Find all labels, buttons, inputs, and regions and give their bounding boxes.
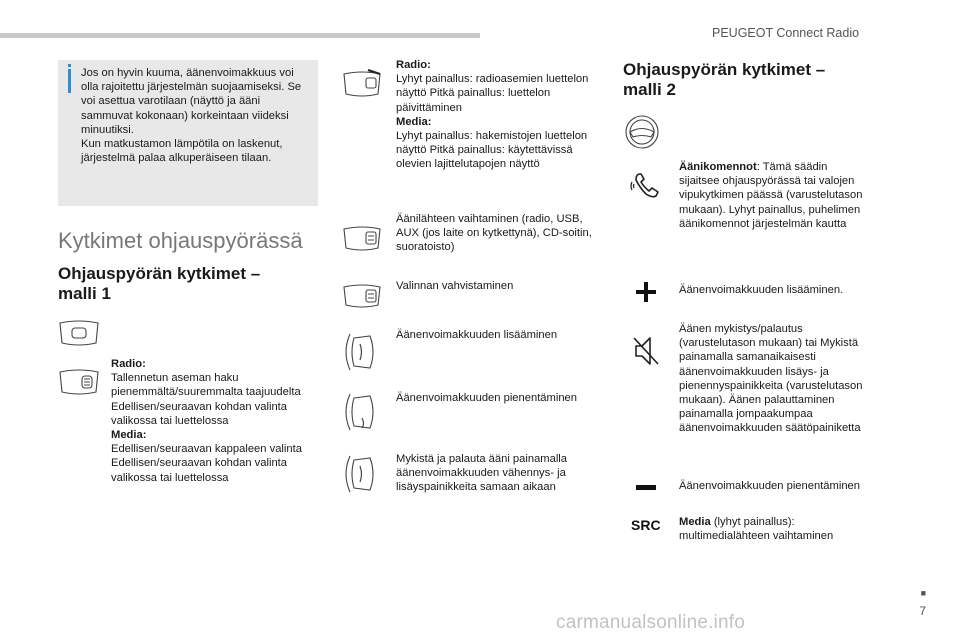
model2-heading-line2: malli 2 <box>623 80 676 99</box>
watermark: carmanualsonline.info <box>556 612 746 633</box>
volume-down-wheel-icon <box>340 390 380 434</box>
mute-icon <box>632 334 662 368</box>
middle-entry-confirm: Valinnan vahvistaminen <box>396 280 514 292</box>
volume-up-wheel-icon <box>340 330 380 374</box>
middle-entry-mute: Mykistä ja palauta ääni painamalla äänenvoimakkuuden vähennys- ja lisäyspainikkeita samaan aikaan <box>396 453 568 494</box>
list-button-icon <box>340 68 384 98</box>
model1-heading-line2: malli 1 <box>58 284 111 303</box>
confirm-button-icon <box>340 283 384 309</box>
running-header: PEUGEOT Connect Radio <box>712 26 860 40</box>
model1-media-text: Edellisen/seuraavan kappaleen valinta Edellisen/seuraavan kohdan valinta valikossa tai luettelossa <box>111 443 302 484</box>
model1-radio-text: Tallennetun aseman haku pienemmältä/suuremmalta taajuudelta Edellisen/seuraavan kohdan valinta valikossa tai luettelossa <box>111 372 301 427</box>
model2-heading <box>623 60 825 100</box>
voice-label: Äänikomennot <box>679 161 757 173</box>
page-dot: ■ <box>920 588 926 598</box>
seek-wheel-icon <box>56 368 102 396</box>
info-paragraph-1: Jos on hyvin kuuma, äänenvoimakkuus voi olla rajoitettu järjestelmän suojaamiseksi. Se voi asettua varotilaan (näyttö ja ääni sammuvat kokonaan) korkeintaan viideksi minuutiksi. <box>81 67 302 136</box>
info-icon <box>68 69 71 93</box>
model1-media-label: Media: <box>111 429 147 442</box>
model2-entry-volume-down: Äänenvoimakkuuden pienentäminen <box>679 480 860 492</box>
model1-entry <box>111 357 311 485</box>
model1-heading-line1: Ohjauspyörän kytkimet – <box>58 264 261 283</box>
model2-entry-volume-up: Äänenvoimakkuuden lisääminen. <box>679 284 844 296</box>
steering-control-block-icon <box>56 319 102 347</box>
voice-command-icon <box>630 170 662 202</box>
middle-radio-label: Radio: <box>396 59 431 71</box>
media-text: (lyhyt painallus): multimedialähteen vaihtaminen <box>679 516 834 543</box>
info-box <box>58 60 318 206</box>
voice-text: : Tämä säädin sijaitsee ohjauspyörässä tai valojen vipukytkimen päässä (varustelutason mukaan). Lyhyt painallus, puhelimen äänikomennot järjestelmän kautta <box>679 161 863 230</box>
top-rule <box>0 33 480 38</box>
model2-entry-media <box>679 515 879 543</box>
src-icon: SRC <box>631 517 661 533</box>
model1-heading <box>58 264 260 304</box>
page-number: 7 <box>919 604 926 618</box>
source-button-icon <box>340 224 384 252</box>
model2-entry-voice <box>679 160 869 231</box>
middle-entry-volume-up: Äänenvoimakkuuden lisääminen <box>396 329 558 341</box>
model1-radio-label: Radio: <box>111 358 146 370</box>
middle-entry-list <box>396 58 606 172</box>
model2-heading-line1: Ohjauspyörän kytkimet – <box>623 60 826 79</box>
steering-wheel-icon <box>623 113 661 151</box>
section-title: Kytkimet ohjauspyörässä <box>58 228 303 253</box>
minus-icon <box>636 485 656 490</box>
info-paragraph-2: Kun matkustamon lämpötila on laskenut, järjestelmä palaa alkuperäiseen tilaan. <box>81 138 283 165</box>
media-label: Media <box>679 516 711 528</box>
middle-radio-text: Lyhyt painallus: radioasemien luettelon näyttö Pitkä painallus: luettelon päivittäminen <box>396 73 589 114</box>
middle-entry-source: Äänilähteen vaihtaminen (radio, USB, AUX (jos laite on kytkettynä), CD-soitin, suoratoisto) <box>396 213 592 254</box>
middle-entry-volume-down: Äänenvoimakkuuden pienentäminen <box>396 392 577 404</box>
mute-wheel-icon <box>340 452 380 496</box>
middle-media-text: Lyhyt painallus: hakemistojen luettelon näyttö Pitkä painallus: käytettävissä olevien lajittelutapojen näyttö <box>396 130 588 171</box>
middle-media-label: Media: <box>396 115 432 128</box>
plus-icon <box>636 282 656 302</box>
model2-entry-mute: Äänen mykistys/palautus (varustelutason mukaan) tai Mykistä painamalla samanaikaisesti äänenvoimakkuuden lisäys- ja pienennyspainikkeita (varustelutason mukaan). Äänen palauttaminen painamalla jompaakumpaa äänenvoimakkuuden säätöpainiketta <box>679 323 863 435</box>
